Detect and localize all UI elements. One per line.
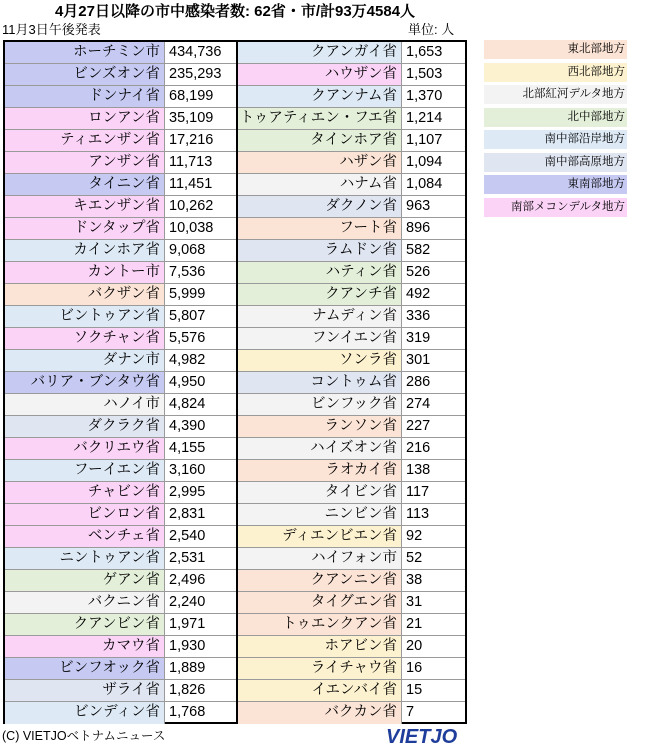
table-row [5,306,236,328]
case-count: 336 [406,308,431,324]
province-name: ハティン省 [238,262,402,283]
province-name: ニンビン省 [238,504,402,525]
legend-item: 北部紅河デルタ地方 [484,85,627,104]
province-name: バクザン省 [5,284,165,305]
table-row [5,196,236,218]
province-name: タイグエン省 [238,592,402,613]
case-count: 15 [406,682,423,698]
province-name: カマウ省 [5,636,165,657]
province-name: クアンビン省 [5,614,165,635]
table-row [5,460,236,482]
legend-item: 東北部地方 [484,40,627,59]
province-name: ビンロン省 [5,504,165,525]
table-row [5,284,236,306]
case-count: 1,653 [406,44,443,60]
case-count: 1,971 [169,616,206,632]
province-name: バクリエウ省 [5,438,165,459]
case-count: 1,107 [406,132,443,148]
table-row [238,482,465,504]
province-name: ザライ省 [5,680,165,701]
table-row [238,416,465,438]
table-row [238,86,465,108]
province-name: イエンバイ省 [238,680,402,701]
case-count: 68,199 [169,88,214,104]
province-name: バクニン省 [5,592,165,613]
case-count: 11,451 [169,176,213,192]
legend-item: 南部メコンデルタ地方 [484,198,627,217]
case-count: 3,160 [169,462,206,478]
case-count: 227 [406,418,431,434]
province-name: ナムディン省 [238,306,402,327]
table-row [5,152,236,174]
case-count: 38 [406,572,423,588]
province-name: アンザン省 [5,152,165,173]
case-count: 2,496 [169,572,206,588]
province-name: ハザン省 [238,152,402,173]
vietjo-logo-text: VIETJO [386,726,458,746]
table-row [5,108,236,130]
province-name: ニントゥアン省 [5,548,165,569]
table-row [238,658,465,680]
table-row [5,570,236,592]
announcement-date: 11月3日午後発表 [2,22,101,37]
case-count: 526 [406,264,431,280]
province-name: ゲアン省 [5,570,165,591]
province-name: ハナム省 [238,174,402,195]
table-row [5,64,236,86]
legend-item: 南中部沿岸地方 [484,130,627,149]
table-row [5,130,236,152]
case-count: 4,824 [169,396,206,412]
province-name: ビンフオック省 [5,658,165,679]
case-count: 52 [406,550,423,566]
province-name: コントゥム省 [238,372,402,393]
province-name: ベンチェ省 [5,526,165,547]
province-name: トゥエンクアン省 [238,614,402,635]
table-row [5,240,236,262]
province-name: ビンディン省 [5,702,165,724]
province-name: ディエンビエン省 [238,526,402,547]
case-count: 4,950 [169,374,206,390]
table-row [5,86,236,108]
table-row [5,504,236,526]
province-name: キエンザン省 [5,196,165,217]
case-count: 35,109 [169,110,214,126]
vietjo-logo [384,724,464,746]
case-count: 92 [406,528,423,544]
table-row [238,328,465,350]
province-name: ロンアン省 [5,108,165,129]
unit-label: 単位: 人 [408,22,455,37]
province-name: クアンチ省 [238,284,402,305]
case-count: 5,576 [169,330,206,346]
table-row [238,636,465,658]
province-name: ホアビン省 [238,636,402,657]
table-row [238,680,465,702]
case-count: 5,999 [169,286,206,302]
table-row [238,306,465,328]
case-count: 11,713 [169,154,213,170]
table-row [5,372,236,394]
table-row [5,614,236,636]
table-row [238,592,465,614]
case-count: 4,982 [169,352,206,368]
province-name: ランソン省 [238,416,402,437]
case-count: 286 [406,374,431,390]
legend-item: 南中部高原地方 [484,153,627,172]
table-column-left [5,42,236,722]
province-name: ビンズオン省 [5,64,165,85]
table-row [5,394,236,416]
case-count: 10,038 [169,220,214,236]
case-count: 4,155 [169,440,206,456]
table-row [238,702,465,724]
case-count: 492 [406,286,431,302]
table-row [5,658,236,680]
table-row [238,548,465,570]
province-name: ダナン市 [5,350,165,371]
table-row [5,482,236,504]
table-row [238,130,465,152]
case-count: 235,293 [169,66,222,82]
province-name: ビントゥアン省 [5,306,165,327]
table-row [238,64,465,86]
table-row [238,614,465,636]
case-count: 31 [406,594,423,610]
table-row [5,548,236,570]
province-name: ドンタップ省 [5,218,165,239]
province-name: クアンニン省 [238,570,402,591]
table-row [238,394,465,416]
case-count: 117 [406,484,430,500]
table-row [238,262,465,284]
table-row [5,350,236,372]
case-count: 1,370 [406,88,443,104]
province-name: ハイフォン市 [238,548,402,569]
case-count: 2,540 [169,528,206,544]
case-count: 1,930 [169,638,206,654]
province-name: バリア・ブンタウ省 [5,372,165,393]
case-count: 216 [406,440,431,456]
case-count: 5,807 [169,308,206,324]
table-row [5,592,236,614]
case-count: 1,889 [169,660,206,676]
table-row [238,108,465,130]
province-name: ハノイ市 [5,394,165,415]
case-count: 2,531 [169,550,206,566]
province-name: バクカン省 [238,702,402,724]
case-count: 7,536 [169,264,206,280]
province-name: ラオカイ省 [238,460,402,481]
province-name: タイニン省 [5,174,165,195]
case-count: 963 [406,198,431,214]
province-name: クアンナム省 [238,86,402,107]
case-count: 17,216 [169,132,214,148]
case-count: 138 [406,462,431,478]
case-count: 10,262 [169,198,214,214]
province-name: タイビン省 [238,482,402,503]
case-count: 21 [406,616,423,632]
legend-item: 東南部地方 [484,175,627,194]
table-row [238,460,465,482]
table-row [238,504,465,526]
province-name: ダクラク省 [5,416,165,437]
table-row [238,350,465,372]
table-row [238,174,465,196]
table-row [238,196,465,218]
copyright-notice: (C) VIETJOベトナムニュース [2,729,166,743]
table-row [5,680,236,702]
table-row [5,702,236,724]
province-name: ラムドン省 [238,240,402,261]
province-name: タインホア省 [238,130,402,151]
province-name: ハウザン省 [238,64,402,85]
cases-table [3,40,467,724]
table-row [5,42,236,64]
province-name: フンイエン省 [238,328,402,349]
table-row [5,526,236,548]
province-name: ビンフック省 [238,394,402,415]
case-count: 1,214 [406,110,443,126]
case-count: 434,736 [169,44,222,60]
case-count: 274 [406,396,431,412]
province-name: ソクチャン省 [5,328,165,349]
province-name: ダクノン省 [238,196,402,217]
table-row [238,438,465,460]
table-row [238,42,465,64]
table-row [238,372,465,394]
province-name: フート省 [238,218,402,239]
case-count: 4,390 [169,418,206,434]
case-count: 301 [406,352,431,368]
province-name: フーイエン省 [5,460,165,481]
province-name: ソンラ省 [238,350,402,371]
table-row [5,438,236,460]
case-count: 9,068 [169,242,206,258]
province-name: トゥアティエン・フエ省 [238,108,402,129]
case-count: 2,240 [169,594,206,610]
table-row [5,218,236,240]
province-name: ライチャウ省 [238,658,402,679]
province-name: ハイズオン省 [238,438,402,459]
table-row [5,328,236,350]
table-row [238,218,465,240]
table-row [238,152,465,174]
table-row [238,284,465,306]
province-name: チャビン省 [5,482,165,503]
case-count: 20 [406,638,423,654]
province-name: カインホア省 [5,240,165,261]
province-name: クアンガイ省 [238,42,402,63]
table-row [238,570,465,592]
table-row [5,262,236,284]
case-count: 2,831 [169,506,206,522]
province-name: ドンナイ省 [5,86,165,107]
case-count: 16 [406,660,423,676]
chart-title: 4月27日以降の市中感染者数: 62省・市/計93万4584人 [54,3,416,20]
table-row [5,174,236,196]
case-count: 582 [406,242,431,258]
table-row [238,240,465,262]
case-count: 7 [406,704,415,720]
province-name: ティエンザン省 [5,130,165,151]
case-count: 1,503 [406,66,443,82]
table-row [5,416,236,438]
case-count: 319 [406,330,431,346]
legend-item: 北中部地方 [484,108,627,127]
case-count: 1,768 [169,704,206,720]
case-count: 1,094 [406,154,443,170]
table-row [238,526,465,548]
case-count: 2,995 [169,484,206,500]
case-count: 1,084 [406,176,443,192]
province-name: ホーチミン市 [5,42,165,63]
case-count: 113 [406,506,430,522]
table-column-right [238,42,465,722]
table-row [5,636,236,658]
province-name: カントー市 [5,262,165,283]
case-count: 1,826 [169,682,206,698]
case-count: 896 [406,220,431,236]
legend-item: 西北部地方 [484,63,627,82]
